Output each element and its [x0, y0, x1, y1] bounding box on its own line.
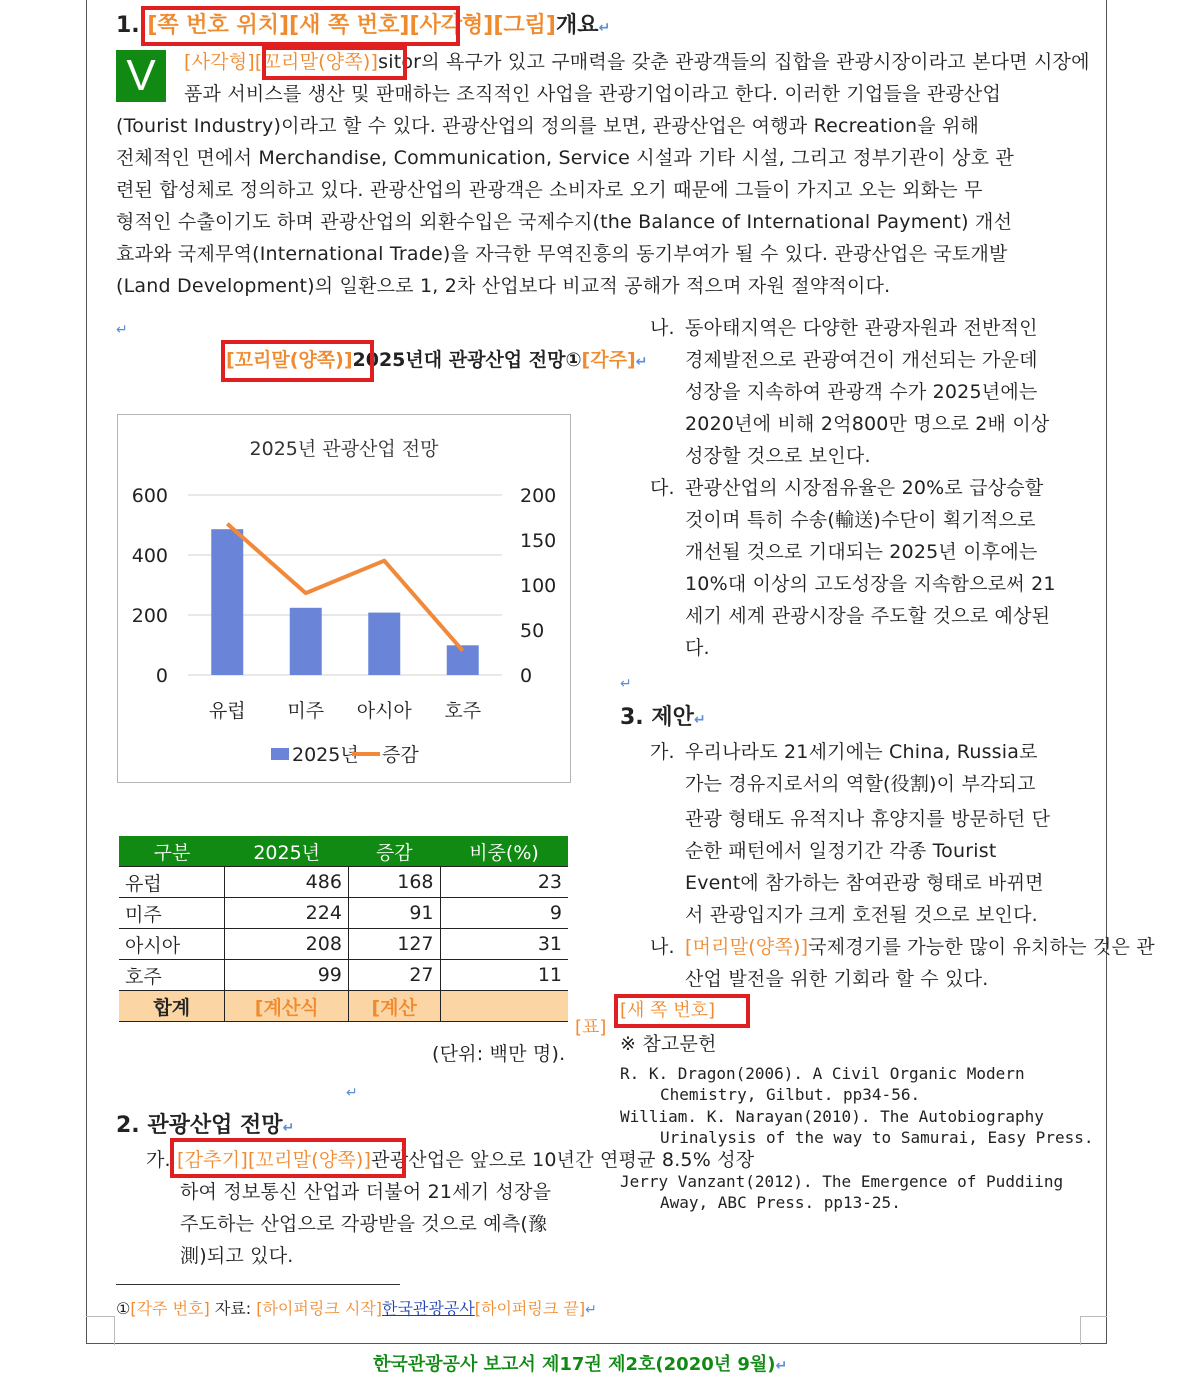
right-col-line: Event에 참가하는 참여관광 형태로 바뀌면 [685, 872, 1044, 894]
crop-mark [1080, 1316, 1107, 1345]
right-col-line: 성장할 것으로 보인다. [685, 445, 871, 467]
right-col-line: 가는 경유지로서의 역할(役割)이 부각되고 [685, 773, 1036, 795]
table-total-row[interactable] [119, 991, 568, 1022]
section2-item-line: 하여 정보통신 산업과 더불어 21세기 성장을 [180, 1181, 552, 1203]
bar [368, 613, 400, 675]
bar [211, 529, 243, 675]
field-tag[interactable]: [하이퍼링크 끝] [474, 1299, 586, 1318]
field-tag[interactable]: [머리말(양쪽)] [685, 936, 809, 958]
caption-tag[interactable]: [표] [575, 1017, 607, 1038]
list-label: 다. [650, 477, 675, 499]
legend-label: 증감 [382, 744, 419, 766]
table-cell: 미주 [119, 898, 225, 929]
y-tick-label-left: 0 [155, 665, 168, 687]
intro-line: 전체적인 면에서 Merchandise, Communication, Service 시설과 기타 시설, 그리고 정부기관이 상호 관 [116, 147, 1014, 169]
field-tag[interactable]: [새 쪽 번호] [289, 13, 410, 38]
formula-cell: [계산식 [225, 991, 348, 1022]
table-header-row [119, 836, 568, 867]
highlight-box [170, 1138, 406, 1178]
table-row[interactable] [119, 867, 568, 898]
field-tag[interactable]: [하이퍼링크 시작] [256, 1299, 382, 1318]
table-cell: 호주 [119, 960, 225, 991]
field-tag[interactable]: [사각형] [184, 51, 255, 73]
field-tag[interactable]: [사각형] [409, 13, 494, 38]
column-header: 구분 [119, 836, 225, 867]
highlight-box [614, 994, 750, 1028]
field-tag[interactable]: [각주 번호] [130, 1299, 210, 1318]
legend-swatch-bar [271, 748, 289, 760]
table-cell: 9 [440, 898, 568, 929]
field-tag[interactable]: [쪽 번호 위치] [147, 13, 290, 38]
highlight-box [141, 6, 460, 46]
x-tick-label: 유럽 [208, 700, 246, 722]
list-label: 나. [650, 317, 675, 339]
intro-line: 련된 합성체로 정의하고 있다. 관광산업의 관광객은 소비자로 오기 때문에 그들이 가지고 오는 외화는 무 [116, 179, 983, 201]
right-col-line: 순한 패턴에서 일정기간 각종 Tourist [685, 840, 997, 862]
right-col-line: 2020년에 비해 2억800만 명으로 2배 이상 [685, 413, 1050, 435]
right-col-line: 경제발전으로 관광여건이 개선되는 가운데 [685, 349, 1038, 371]
hyperlink[interactable]: 한국관광공사 [382, 1299, 475, 1318]
legend-label: 2025년 [292, 744, 359, 766]
y-tick-label-right: 50 [520, 620, 545, 642]
table-row[interactable] [119, 960, 568, 991]
right-col-line: 개선될 것으로 기대되는 2025년 이후에는 [685, 541, 1038, 563]
table-cell: 27 [348, 960, 440, 991]
reference-item: Away, ABC Press. pp13-25. [660, 1193, 901, 1212]
right-col-line: 세기 세계 관광시장을 주도할 것으로 예상된 [685, 605, 1051, 627]
table-cell: 208 [225, 929, 348, 960]
footnote-separator [116, 1284, 400, 1285]
table-cell: 11 [440, 960, 568, 991]
table-cell: 224 [225, 898, 348, 929]
paragraph-mark: ↵ [620, 676, 632, 692]
y-tick-label-right: 100 [520, 575, 557, 597]
data-table [119, 836, 568, 1022]
field-tag[interactable]: [꼬리말(양쪽)] [247, 1149, 372, 1171]
footnote: ①[각주 번호] 자료: [하이퍼링크 시작]한국관광공사[하이퍼링크 끝]↵ [116, 1299, 597, 1318]
formula-cell: [계산 [348, 991, 440, 1022]
chart-title: 2025년 관광산업 전망 [249, 438, 439, 460]
intro-line: [사각형][꼬리말(양쪽)]sitor의 욕구가 있고 구매력을 갖춘 관광객들의 집합을 관광시장이라고 본다면 시장에 [184, 51, 1090, 73]
section-number: 1. [116, 13, 140, 38]
y-tick-label-left: 400 [131, 545, 168, 567]
highlight-box [262, 46, 407, 80]
x-tick-label: 호주 [444, 700, 482, 722]
table-cell: 23 [440, 867, 568, 898]
paragraph-mark: ↵ [116, 322, 128, 338]
y-tick-label-right: 200 [520, 485, 557, 507]
crop-mark [86, 1316, 115, 1345]
table-row[interactable] [119, 929, 568, 960]
right-col-line: 관광 형태도 유적지나 휴양지를 방문하던 단 [685, 808, 1051, 830]
reference-item: Chemistry, Gilbut. pp34-56. [660, 1085, 921, 1104]
y-tick-label-right: 150 [520, 530, 557, 552]
right-col-line: 성장을 지속하여 관광객 수가 2025년에는 [685, 381, 1038, 403]
reference-item: Urinalysis of the way to Samurai, Easy Press. [660, 1128, 1094, 1147]
field-tag[interactable]: [꼬리말(양쪽)] [254, 51, 379, 73]
section2-heading: 2. 관광산업 전망↵ [116, 1113, 295, 1138]
right-col-line: 10%대 이상의 고도성장을 지속함으로써 21 [685, 573, 1056, 595]
x-tick-label: 아시아 [356, 700, 412, 722]
combo-chart [118, 415, 570, 782]
intro-line: (Tourist Industry)이라고 할 수 있다. 관광산업의 정의를 보면, 관광산업은 여행과 Recreation을 위해 [116, 115, 980, 137]
right-col-line: 우리나라도 21세기에는 China, Russia로 [685, 741, 1038, 763]
right-col-line: 산업 발전을 위한 기회라 할 수 있다. [685, 968, 989, 990]
table-cell: 99 [225, 960, 348, 991]
table-cell: 91 [348, 898, 440, 929]
table-cell: 31 [440, 929, 568, 960]
chart-container[interactable] [117, 414, 571, 783]
section-title: 개요 [555, 13, 599, 38]
references-title: ※ 참고문헌 [620, 1033, 717, 1055]
reference-item: R. K. Dragon(2006). A Civil Organic Modern [620, 1064, 1025, 1083]
x-tick-label: 미주 [287, 700, 325, 722]
section2-item-line: 가. [감추기][꼬리말(양쪽)]관광산업은 앞으로 10년간 연평균 8.5% 성장 [146, 1149, 755, 1171]
table-cell: 486 [225, 867, 348, 898]
section1-heading: 1. [쪽 번호 위치][새 쪽 번호][사각형][그림]개요↵ [116, 13, 611, 38]
intro-line: 품과 서비스를 생산 및 판매하는 조직적인 사업을 관광기업이라고 한다. 이러한 기업들을 관광산업 [184, 83, 1002, 105]
table-cell: 168 [348, 867, 440, 898]
y-tick-label-left: 600 [131, 485, 168, 507]
list-label: 나. [650, 936, 675, 958]
intro-line: 형적인 수출이기도 하며 관광산업의 외환수입은 국제수지(the Balance of International Payment) 개선 [116, 211, 1013, 233]
table-cell: 아시아 [119, 929, 225, 960]
reference-item: Jerry Vanzant(2012). The Emergence of Puddiing [620, 1172, 1064, 1191]
footnote-tag[interactable]: [각주] [581, 349, 636, 371]
right-col-line: 서 관광입지가 크게 호전될 것으로 보인다. [685, 904, 1038, 926]
column-header: 비중(%) [440, 836, 568, 867]
paragraph-mark: ↵ [346, 1085, 358, 1101]
table-cell: 유럽 [119, 867, 225, 898]
intro-line: 효과와 국제무역(International Trade)을 자극한 무역진흥의 동기부여가 될 수 있다. 관광산업은 국토개발 [116, 243, 1008, 265]
column-header: 2025년 [225, 836, 348, 867]
field-tag[interactable]: [새 쪽 번호] [620, 1000, 716, 1021]
y-tick-label-right: 0 [520, 665, 533, 687]
table-unit: (단위: 백만 명). [432, 1043, 566, 1065]
list-label: 가. [650, 741, 675, 763]
section3-heading: 3. 제안↵ [620, 705, 706, 730]
bar [290, 608, 322, 675]
field-tag[interactable]: [그림] [493, 13, 556, 38]
right-col-line: 동아태지역은 다양한 관광자원과 전반적인 [685, 317, 1038, 339]
drop-cap[interactable]: V [116, 50, 166, 102]
table-cell: 합계 [119, 991, 225, 1022]
reference-item: William. K. Narayan(2010). The Autobiography [620, 1107, 1044, 1126]
chart-heading: [꼬리말(양쪽)]2025년대 관광산업 전망①[각주]↵ [226, 349, 648, 371]
right-col-line: [머리말(양쪽)]국제경기를 가능한 많이 유치하는 것은 관 [685, 936, 1155, 958]
highlight-box [221, 340, 374, 382]
page-footer: 한국관광공사 보고서 제17권 제2호(2020년 9월)↵ [373, 1354, 788, 1375]
table-cell: 127 [348, 929, 440, 960]
right-col-line: 다. [685, 637, 710, 659]
right-col-line: 것이며 특히 수송(輸送)수단이 획기적으로 [685, 509, 1036, 531]
section2-item-line: 주도하는 산업으로 각광받을 것으로 예측(豫 [180, 1213, 548, 1235]
series-line [227, 524, 463, 651]
right-col-line: 관광산업의 시장점유율은 20%로 급상승할 [685, 477, 1044, 499]
field-tag[interactable]: [감추기] [177, 1149, 248, 1171]
intro-line: (Land Development)의 일환으로 1, 2차 산업보다 비교적 공해가 적으며 자원 절약적이다. [116, 275, 891, 297]
section2-item-line: 測)되고 있다. [180, 1245, 294, 1267]
table-cell [440, 991, 568, 1022]
table-row[interactable] [119, 898, 568, 929]
field-tag[interactable]: [꼬리말(양쪽)] [226, 349, 353, 371]
column-header: 증감 [348, 836, 440, 867]
y-tick-label-left: 200 [131, 605, 168, 627]
